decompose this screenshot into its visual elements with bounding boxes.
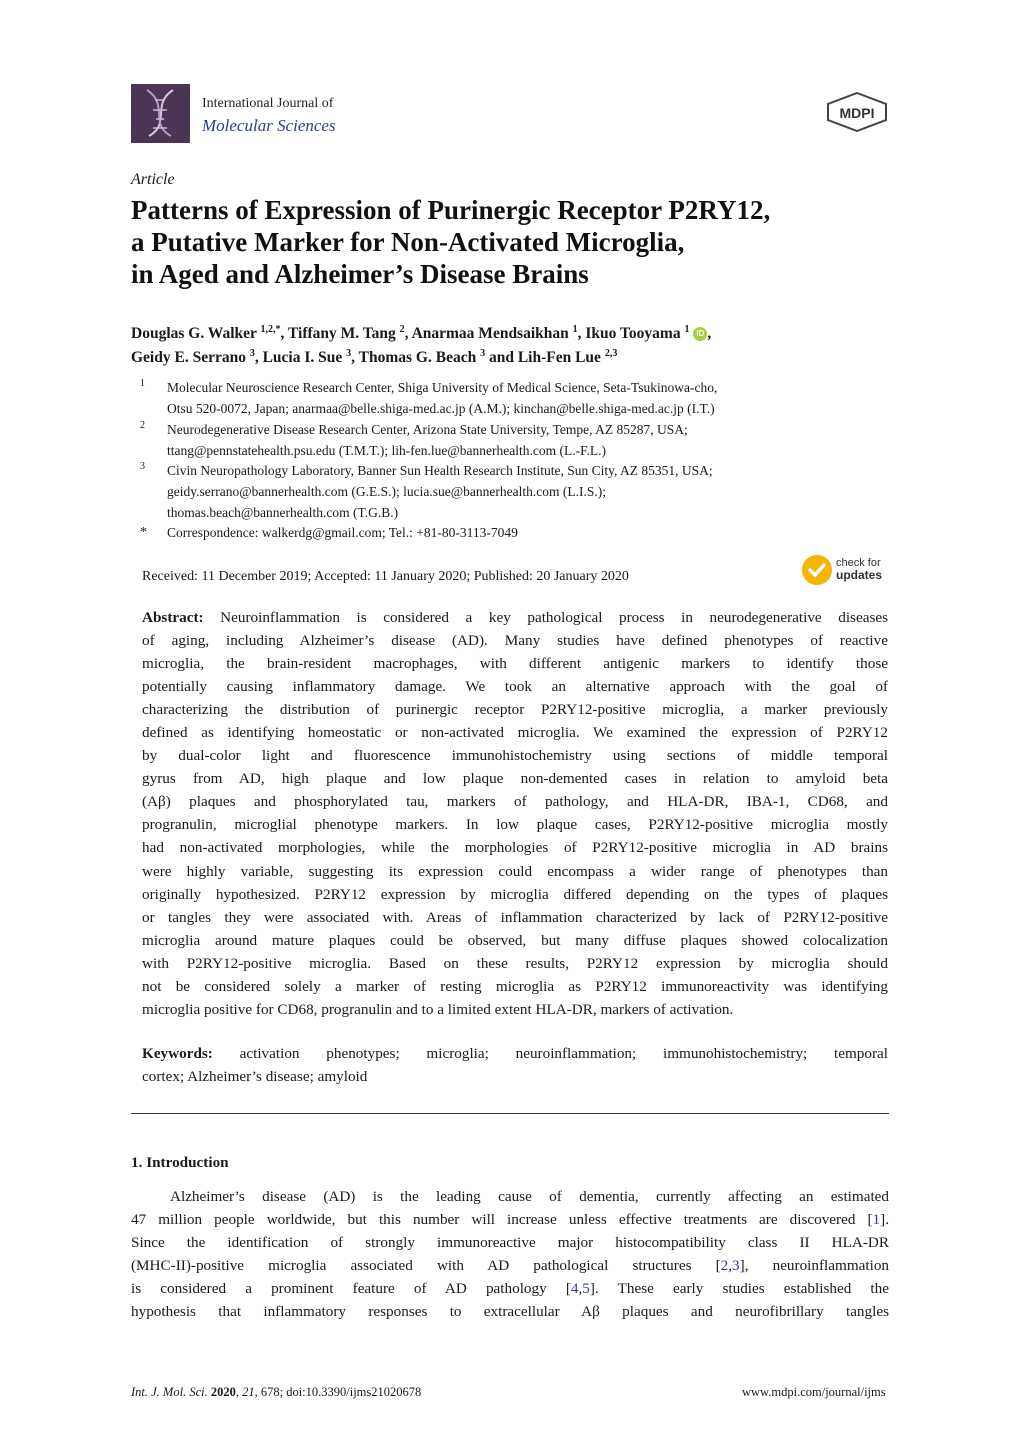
body-line: Alzheimer’s disease (AD) is the leading cause of dementia, currently affecting an estimated [170, 1188, 889, 1205]
check-updates-line1: check for [836, 557, 881, 569]
body-text: 47 million people worldwide, but this number will increase unless effective treatments are discovered [ [131, 1211, 873, 1229]
body-line: (MHC-II)-positive microglia associated with AD pathological structures [2,3], neuroinflammation [131, 1257, 890, 1275]
abstract-line: by dual-color light and fluorescence immunohistochemistry using sections of middle temporal [142, 747, 888, 765]
body-text: ]. These early studies established the [589, 1280, 889, 1298]
correspondence-mark: * [140, 525, 147, 540]
check-updates-line2: updates [836, 568, 883, 582]
mdpi-logo-text: MDPI [839, 105, 875, 121]
body-text: (MHC-II)-positive microglia associated with AD pathological structures [ [131, 1257, 721, 1275]
section-divider [131, 1113, 889, 1114]
journal-name-line1: International Journal of [202, 96, 334, 111]
introduction-paragraph [131, 1185, 889, 1324]
title-line: a Putative Marker for Non-Activated Microglia, [131, 227, 685, 257]
footer-url-link[interactable]: www.mdpi.com/journal/ijms [742, 1385, 886, 1399]
title-line: in Aged and Alzheimer’s Disease Brains [131, 259, 589, 289]
body-line: Since the identification of strongly immunoreactive major histocompatibility class II HLA-DR [131, 1234, 889, 1252]
footer-journal: Int. J. Mol. Sci. [131, 1385, 208, 1399]
body-text: ], neuroinflammation [739, 1257, 890, 1275]
keywords-line: cortex; Alzheimer’s disease; amyloid [142, 1068, 368, 1085]
citation-link[interactable]: 2 [720, 1257, 729, 1275]
author-name: Douglas G. Walker [131, 325, 257, 342]
author-affil: 3 [346, 347, 352, 359]
paper-title [131, 194, 911, 290]
abstract-line: potentially causing inflammatory damage. We took an alternative approach with the goal of [142, 678, 888, 696]
author-name: Ikuo Tooyama [585, 325, 681, 342]
author-affil: 1 [572, 323, 578, 335]
affiliation-line: geidy.serrano@bannerhealth.com (G.E.S.); lucia.sue@bannerhealth.com (L.I.S.); [167, 483, 606, 499]
section-heading: 1. Introduction [131, 1154, 229, 1171]
author-affil: 3 [249, 347, 255, 359]
affiliation-number: 2 [140, 420, 145, 431]
author-name: Lih-Fen Lue [517, 349, 601, 366]
author-affil: 3 [480, 347, 486, 359]
footer-year: 2020 [210, 1385, 236, 1399]
footer-volume: 21 [242, 1385, 255, 1399]
article-type: Article [131, 171, 175, 188]
abstract-line: were highly variable, suggesting its expression could encompass a wider range of phenotypes than [142, 862, 888, 880]
mdpi-logo [826, 92, 888, 132]
author-conjunction: and [488, 349, 514, 366]
affiliation-line: Neurodegenerative Disease Research Center, Arizona State University, Tempe, AZ 85287, USA; [167, 422, 688, 437]
abstract-line: gyrus from AD, high plaque and low plaque non-demented cases in relation to amyloid beta [142, 770, 888, 788]
journal-name-line2: Molecular Sciences [202, 116, 336, 135]
author-affil: 1,2,* [260, 323, 281, 335]
abstract-line: defined as identifying homeostatic or non-activated microglia. We examined the expression of P2RY12 [142, 724, 888, 742]
author-name: Lucia I. Sue [262, 349, 343, 366]
abstract [142, 606, 888, 1021]
affiliation-line: ttang@pennstatehealth.psu.edu (T.M.T.); lih-fen.lue@bannerhealth.com (L.-F.L.) [167, 442, 607, 458]
keywords-line [142, 1042, 888, 1065]
footer-doi: 678; doi:10.3390/ijms21020678 [260, 1385, 422, 1399]
check-for-updates-label [836, 557, 882, 582]
body-line: hypothesis that inflammatory responses to extracellular Aβ plaques and neurofibrillary tangles [131, 1303, 889, 1321]
body-line: is considered a prominent feature of AD pathology [4,5]. These early studies established the [131, 1280, 889, 1298]
body-text: ]. [880, 1211, 889, 1229]
abstract-line [142, 606, 888, 629]
orcid-icon[interactable]: iD [693, 327, 707, 341]
keywords-text: activation phenotypes; microglia; neuroinflammation; immunohistochemistry; temporal [239, 1045, 889, 1062]
affiliation-3 [140, 461, 890, 523]
author-affil: 2,3 [604, 347, 618, 359]
journal-logo [131, 84, 190, 143]
author-list: Douglas G. Walker $^{1,2,*}$, Tiffany M. Tang $^2$, Anarmaa Mendsaikhan $^1$, Ikuo Tooyama $^1$ iD , Geidy E. Serrano $^3$, Lucia I. Sue $^3$, Thomas G. Beach $^3$ and Lih-Fen Lue $^{2,3}$ [131, 323, 712, 366]
publication-dates: Received: 11 December 2019; Accepted: 11 January 2020; Published: 20 January 2020 [142, 569, 629, 584]
author-name: Thomas G. Beach [358, 349, 477, 366]
abstract-line: characterizing the distribution of purinergic receptor P2RY12-positive microglia, a marker previously [142, 701, 888, 719]
body-text: is considered a prominent feature of AD pathology [ [131, 1280, 571, 1298]
author-name: Geidy E. Serrano [131, 349, 246, 366]
abstract-text: Neuroinflammation is considered a key pathological process in neurodegenerative diseases [220, 609, 889, 626]
correspondence [140, 523, 890, 544]
abstract-line: (Aβ) plaques and phosphorylated tau, markers of pathology, and HLA-DR, IBA-1, CD68, and [142, 793, 888, 811]
citation-link[interactable]: 4 [570, 1280, 579, 1298]
check-icon [802, 555, 832, 585]
body-line [131, 1208, 889, 1231]
author-name: Anarmaa Mendsaikhan [411, 325, 569, 342]
affiliation-number: 1 [140, 378, 145, 389]
affiliation-number: 3 [140, 461, 145, 472]
abstract-line: not be considered solely a marker of resting microglia as P2RY12 immunoreactivity was identifying [142, 977, 888, 995]
abstract-line: with P2RY12-positive microglia. Based on these results, P2RY12 expression by microglia should [142, 954, 888, 972]
abstract-line: microglia around mature plaques could be observed, but many diffuse plaques showed colocalization [142, 931, 888, 949]
check-for-updates-button[interactable] [802, 555, 892, 585]
abstract-line: had non-activated morphologies, while the morphologies of P2RY12-positive microglia in AD brains [142, 839, 888, 857]
affiliation-line: thomas.beach@bannerhealth.com (T.G.B.) [167, 504, 399, 520]
abstract-line: or tangles they were associated with. Areas of inflammation characterized by lack of P2RY12-positive [142, 908, 888, 926]
keywords-label: Keywords: [142, 1045, 213, 1062]
footer-citation: Int. J. Mol. Sci. 2020, 21, 678; doi:10.3390/ijms21020678 [131, 1385, 422, 1399]
affiliation-line: Civin Neuropathology Laboratory, Banner Sun Health Research Institute, Sun City, AZ 85351, USA; [167, 463, 713, 478]
author-name: Tiffany M. Tang [287, 325, 396, 342]
affiliation-line: Otsu 520-0072, Japan; anarmaa@belle.shiga-med.ac.jp (A.M.); kinchan@belle.shiga-med.ac.jp (I.T.) [167, 400, 715, 416]
citation-link[interactable]: 3 [732, 1257, 740, 1275]
citation-link[interactable]: 5 [582, 1280, 590, 1298]
affiliation-line: Molecular Neuroscience Research Center, Shiga University of Medical Science, Seta-Tsukinowa-cho, [167, 380, 718, 395]
abstract-label: Abstract: [142, 609, 204, 626]
abstract-line: of aging, including Alzheimer’s disease (AD). Many studies have defined phenotypes of reactive [142, 632, 888, 650]
abstract-line: microglia positive for CD68, progranulin and to a limited extent HLA-DR, markers of activation. [142, 1000, 734, 1018]
abstract-line: originally hypothesized. P2RY12 expression by microglia differed depending on the types of plaques [142, 885, 888, 903]
affiliation-1 [140, 378, 890, 420]
title-line: Patterns of Expression of Purinergic Receptor P2RY12, [131, 195, 771, 225]
abstract-line: progranulin, microglial phenotype markers. In low plaque cases, P2RY12-positive microglia mostly [142, 816, 888, 834]
author-affil: 1 [684, 323, 690, 335]
abstract-line: microglia, the brain-resident macrophages, with different antigenic markers to identify those [142, 655, 888, 673]
author-affil: 2 [399, 323, 405, 335]
citation-link[interactable]: 1 [872, 1211, 881, 1229]
keywords [142, 1042, 888, 1088]
affiliation-2 [140, 420, 890, 462]
correspondence-line: Correspondence: walkerdg@gmail.com; Tel.: +81-80-3113-7049 [167, 525, 518, 540]
